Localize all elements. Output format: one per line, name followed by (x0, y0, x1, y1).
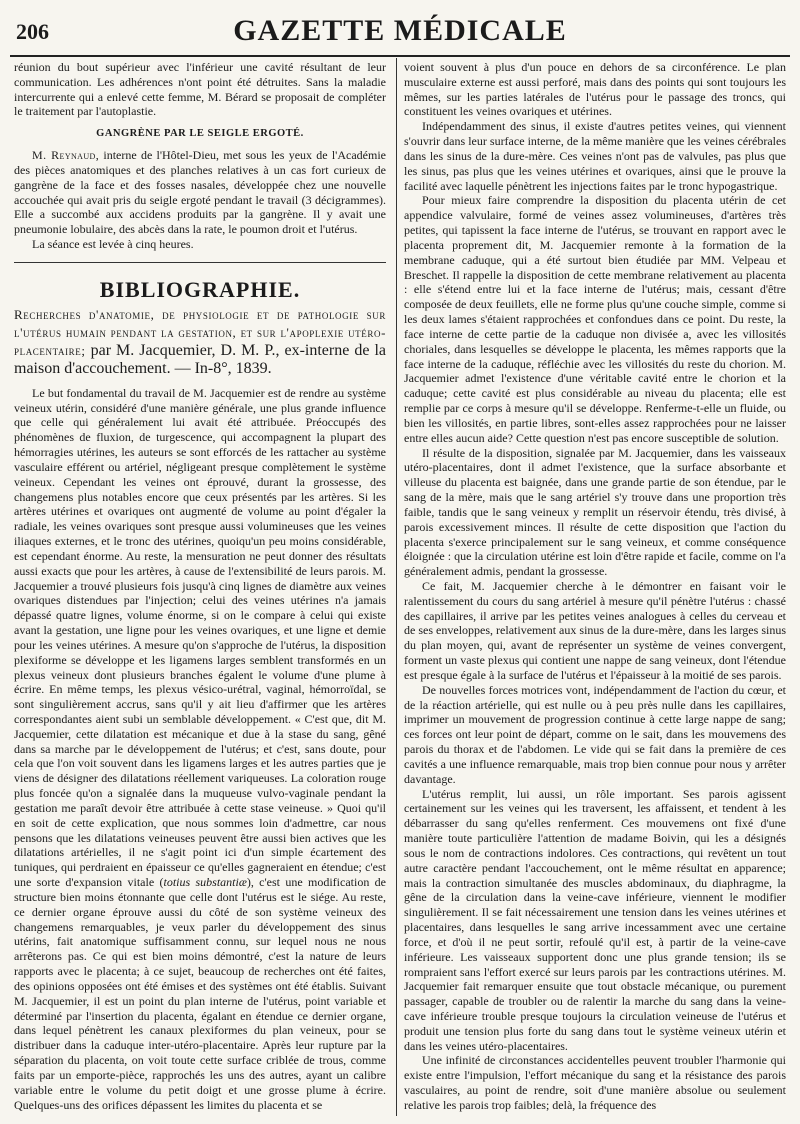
paragraph: Une infinité de circonstances accidentelles peuvent troubler l'harmonie qui existe entre l'impulsion, l'effort mécanique du sang et la résistance des parois vasculaires, au point de rendre, soit d'une manière absolue ou seulement relative les parois trop faibles; delà, la fréquence des (404, 1053, 786, 1112)
paragraph: Pour mieux faire comprendre la disposition du placenta utérin de cet appendice valvulaire, formé de veines assez volumineuses, d'artères très petites, qui tapissent la face interne de l'utérus, se trouvant en rapport avec le placenta proprement dit, M. Jacquemier remonte à la formation de la membrane caduque, qui a été surtout bien étudiée par MM. Velpeau et Breschet. Il rappelle la disposition de cette membrane relativement au placenta : elle s'étend entre lui et la face interne de l'utérus; mais, cessant d'être composée de deux feuillets, elle ne forme plus qu'une couche simple, comme si les deux lames s'étaient rapprochées et confondues dans ce point. Du reste, la face interne de cette partie de la caduque non divisée a, avec les villosités choriales, dans lesquelles se développe le placenta, les mêmes rapports que la face interne de la caduque, réfléchie avec les villosités du reste du chorion. M. Jacquemier admet l'existence d'une véritable cavité entre le chorion et la caduque; cette cavité est plus considérable au niveau du placenta; elle est remplie par ce corps à mesure qu'il se développe. Renferme-t-elle un fluide, ou bien les villosités, en partie libres, sont-elles assez rapprochées pour ne laisser entre elles aucun aide? Cette question n'est pas encore susceptible de solution. (404, 193, 786, 445)
person-name: M. Reynaud, (32, 148, 100, 163)
paragraph: L'utérus remplit, lui aussi, un rôle important. Ses parois agissent certainement sur les veines qui les traversent, les affaissent, et tendent à les débarrasser du sang qu'elles renferment. Ces mouvemens ont fixé d'une manière toute particulière l'attention de madame Boivin, qui les a désignés sous le nom de contractions indolores. Ces contractions, qui revêtent un tout autre caractère pendant l'accouchement, ont le même résultat en apparence; mais la contraction simultanée des muscles abdominaux, du diaphragme, la gêne de la circulation dans la veine-cave inférieure, viennent le modifier singulièrement. Il se fait nécessairement une tension dans les veines utérines et placentaires, dans lesquelles le sang arrive incessamment avec une certaine force, et d'où il ne peut sortir, refoulé qu'il est, à partir de la veine-cave inférieure. Les vaisseaux supportent donc une plus grande tension; ils se rompraient sans l'effort exercé sur leurs parois par les contractions utérines. M. Jacquemier fait remarquer ensuite que tout obstacle mécanique, ou purement passager, capable de troubler ou de ralentir la marche du sang dans la veine-cave inférieure trouble presque toujours la circulation veineuse de l'utérus et produit une tension plus forte du sang dans tout le système veineux utérin et dans les veines utéro-placentaires. (404, 786, 786, 1053)
right-column (404, 60, 786, 1113)
bibliographie-heading: BIBLIOGRAPHIE. (99, 276, 301, 302)
paragraph-gangrene (14, 148, 386, 237)
latin-phrase: totius substantiæ (163, 875, 247, 890)
paragraph: réunion du bout supérieur avec l'inférieur une cavité résultant de leur communication. Les adhérences n'ont point été détruites. Sans la maladie intercurrente qui a enlevé cette femme, M. Bérard se proposait de compléter le traitement par l'autoplastie. (14, 60, 386, 119)
page-number: 206 (16, 19, 49, 44)
left-column (14, 60, 386, 1112)
book-title: Recherches d'anatomie, de physiologie et de pathologie sur l'utérus humain pendant la gestation, et sur l'apoplexie utéro-placentaire; (14, 306, 386, 358)
paragraph-text: ), c'est une modification de structure bien moins étonnante que celle dont l'utérus est le siége. Au reste, ce dernier organe éprouve aussi du côté de son système veineux des changemens remarquables, je veux parler du développement des sinus utérins, fait anatomique suffisamment connu, sur lequel nous ne nous arrêterons pas. Ce qui est bien moins démontré, c'est la nature de leurs rapports avec le placenta; à ce sujet, beaucoup de recherches ont été faites, des opinions opposées ont été émises et des systèmes ont été établis. Suivant M. Jacquemier, il est un point du plan interne de l'utérus, point variable et déterminé par l'insertion du placenta, égalant en étendue ce dernier organe, dans lequel pénètrent les canaux plexiformes du plan veineux, pour se distribuer dans la caduque inter-utéro-placentaire. Après leur rupture par la séparation du placenta, on voit toute cette surface criblée de trous, comme faits par un emporte-pièce, rapprochés les uns des autres, ayant un calibre variable entre le volume du petit doigt et une grosse plume à écrire. Quelques-uns des orifices dépassent les limites du placenta et se (14, 875, 386, 1112)
paragraph: Indépendamment des sinus, il existe d'autres petites veines, qui viennent s'ouvrir dans leur surface interne, de la même manière que les veines cérébrales dans les sinus de la dure-mère. Ces veines n'ont pas de valvules, pas plus que les sinus, pas plus que les veines utérines et ovariques, ainsi que le prouve la facilité avec laquelle pénètrent les injections faites par le tronc hypogastrique. (404, 119, 786, 193)
journal-title: GAZETTE MÉDICALE (233, 14, 567, 47)
page-header (10, 10, 790, 50)
session-closing: La séance est levée à cinq heures. (32, 237, 194, 252)
section-heading-gangrene: GANGRÈNE PAR LE SEIGLE ERGOTÉ. (96, 128, 304, 140)
review-paragraph (14, 386, 386, 1113)
book-reference (14, 306, 386, 378)
column-divider (396, 58, 397, 1116)
header-rule (10, 55, 790, 57)
paragraph-text: interne de l'Hôtel-Dieu, met sous les yeux de l'Académie des pièces anatomiques et des planches relatives à un cas fort curieux de gangrène de la face et des fosses nasales, développée chez une nouvelle accouchée qui avait pris du seigle ergoté pendant le travail (3 décigrammes). Elle a succombé aux accidens produits par la gangrène. Il y avait une pneumonie lobulaire, des abcès dans la rate, le poumon droit et l'utérus. (14, 148, 386, 237)
paragraph: Il résulte de la disposition, signalée par M. Jacquemier, dans les vaisseaux utéro-placentaires, dont il admet l'existence, que la surface absorbante et villeuse du placenta est baignée, dans une grande partie de son étendue, par le sang de la mère, mais que le sang artériel s'y trouve dans une proportion très faible, tandis que le sang veineux y remplit un réservoir étendu, très divisé, à parois excessivement minces. Il résulte de cette disposition que l'action du placenta s'exerce principalement sur le sang veineux, et comme conséquence éloignée : que la circulation utérine est loin d'être rapide et facile, comme on l'a généralement admis, pendant la grossesse. (404, 445, 786, 579)
paragraph: Ce fait, M. Jacquemier cherche à le démontrer en faisant voir le ralentissement du cours du sang artériel à mesure qu'il pénètre l'utérus : chassé des capillaires, il arrive par les petites veines analogues à celles du cerveau et de ses enveloppes, relativement aux sinus de la dure-mère, dans les larges sinus du plan moyen, qui, avant de représenter un système de veines convergent, forment un vaste plexus qui contient une nappe de sang veineux, dont l'étendue est presque égale à la surface de l'utérus et l'épaisseur à la moitié de ses parois. (404, 578, 786, 682)
paragraph-text: Le but fondamental du travail de M. Jacquemier est de rendre au système veineux utérin, considéré d'une manière générale, une plus grande influence que celle qui généralement lui avait été attribuée. Préoccupés des phénomènes de fluxion, de turgescence, qui accompagnent la plupart des hémorragies utérines, les auteurs se sont efforcés de les rattacher au système vasculaire efférent ou artériel, négligeant presque complètement le système veineux. Cependant les veines ont éprouvé, durant la grossesse, des changemens plus notables encore que ceux présentés par les artères. Si les artères utérines et ovariques ont augmenté de volume au point d'égaler la radiale, les veines ovariques sont presque aussi volumineuses que les veines iliaques externes, et le tronc des utérines, quoiqu'un peu moins considérable, est cependant énorme. Au reste, la mensuration ne peut donner des résultats aussi exacts que pour les artères, à cause de l'extensibilité de leurs parois. M. Jacquemier a trouvé plusieurs fois jusqu'à cinq lignes de diamètre aux veines ovariques distendues par l'injection; celui des veines utérines n'a jamais dépassé quatre lignes, volume énorme, si on le compare à celui qui existe avant la gestation, une ligne pour les veines ovariques, et une ligne et demie pour les veines utérines. A mesure qu'on s'approche de l'utérus, la disposition plexiforme se développe et les ligamens larges semblent transformés en un plexus veineux dont plusieurs branches égalent le volume d'une plume à écrire. En même temps, les plexus vésico-urétral, vaginal, hémorroïdal, se sont singulièrement accrus, sans qu'il y ait lieu d'affirmer que les artères correspondantes aient subi un semblable développement. « C'est que, dit M. Jacquemier, cette dilatation est mécanique et due à la stase du sang, gêné dans sa marche par le développement de l'utérus; et c'est, sans doute, pour cela que l'on voit souvent dans les ligamens larges et les autres parties que je viens de désigner des dilatations réellement variqueuses. La coloration rouge plus foncée qu'on a signalée dans la muqueuse vulvo-vaginale pendant la gestation me paraît devoir être attribuée à cette stase veineuse. » Quoi qu'il en soit de cette explication, que nous sommes loin d'admettre, car nous pensons que les dilatations veineuses peuvent être aussi bien actives que les dilatations artérielles, il ne s'agit point ici d'un simple écartement des tuniques, qui perdraient en épaisseur ce qu'elles gagneraient en étendue; c'est une sorte d'expansion vitale ( (14, 385, 386, 890)
paragraph: voient souvent à plus d'un pouce en dehors de sa circonférence. Le plan musculaire externe est aussi perforé, mais dans des points qui sont toujours les mêmes, sur les parties latérales de l'utérus pour le passage des troncs, qui constituent les veines ovariques et utérines. (404, 60, 786, 119)
book-author: par M. Jacquemier, D. M. P., ex-interne de la maison d'accouchement. — In-8°, 1839. (14, 341, 386, 377)
section-rule (14, 262, 386, 263)
paragraph: De nouvelles forces motrices vont, indépendamment de l'action du cœur, et de la réaction artérielle, qui est nulle ou à peu près nulle dans les capillaires, imprimer un mouvement de progression continue à cette large nappe de sang; ces forces ont leur point de départ, comme on le sait, dans les mouvemens des parois du thorax et de l'abdomen. Le vide qui se fait dans la première de ces cavités a une influence remarquable, mais trop bien connue pour nous y arrêter davantage. (404, 682, 786, 786)
